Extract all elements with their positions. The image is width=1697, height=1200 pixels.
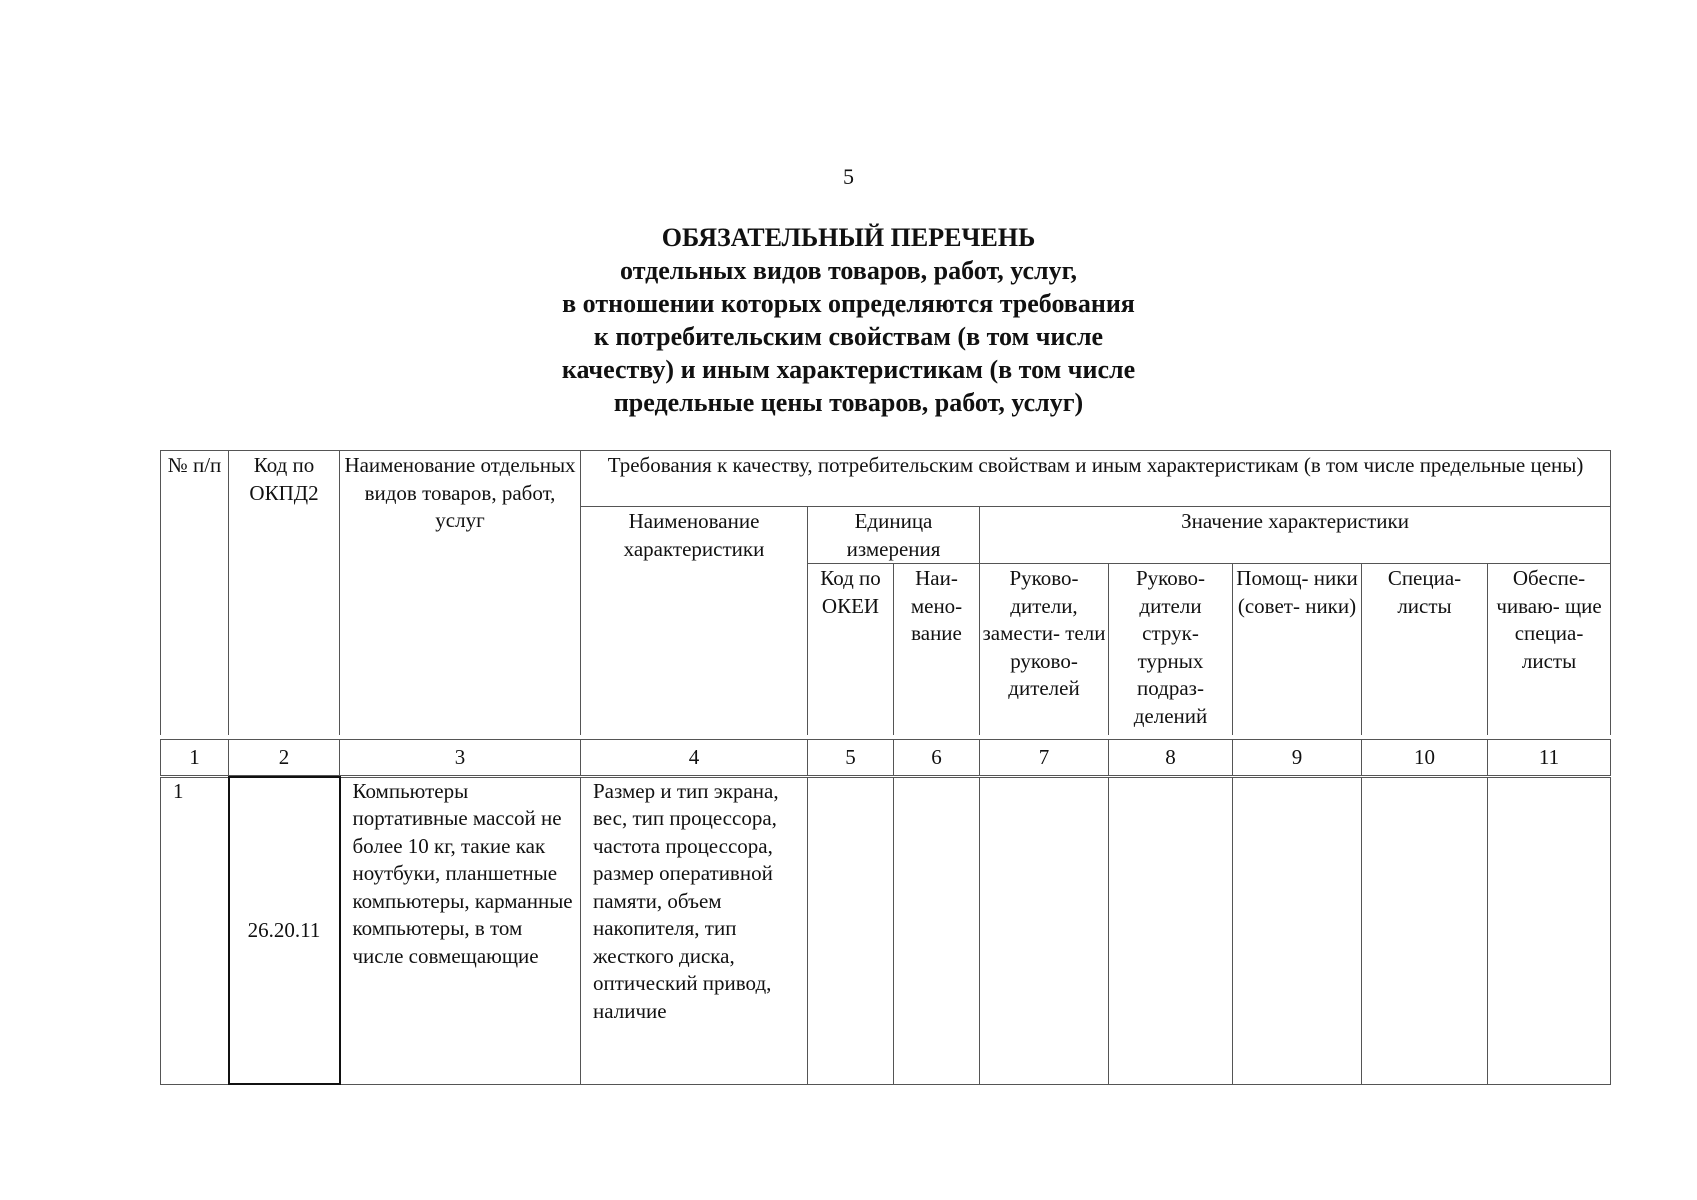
header-item-name: Наименование отдельных видов товаров, работ, услуг xyxy=(340,451,581,735)
header-dept-heads: Руково- дители струк- турных подраз- делений xyxy=(1109,564,1233,735)
unit-code-cell xyxy=(808,777,894,1084)
column-number-row xyxy=(160,739,1611,776)
header-okpd-code: Код по ОКПД2 xyxy=(229,451,340,735)
table-header xyxy=(160,450,1611,735)
header-requirements: Требования к качеству, потребительским свойствам и иным характеристикам (в том числе предельные цены) xyxy=(581,451,1611,507)
title-line: предельные цены товаров, работ, услуг) xyxy=(613,388,1084,417)
header-assistants: Помощ- ники (совет- ники) xyxy=(1233,564,1362,735)
column-number: 3 xyxy=(340,740,581,776)
column-number: 4 xyxy=(581,740,808,776)
header-support-specialists: Обеспе- чиваю- щие специа- листы xyxy=(1488,564,1611,735)
title-line: качеству) и иным характеристикам (в том числе xyxy=(561,355,1136,384)
header-characteristic-name: Наименование характеристики xyxy=(581,507,808,735)
column-number: 9 xyxy=(1233,740,1362,776)
column-number: 8 xyxy=(1109,740,1233,776)
header-unit-name: Наи- мено- вание xyxy=(894,564,980,735)
value-support-cell xyxy=(1488,777,1611,1084)
header-unit: Единица измерения xyxy=(808,507,980,564)
header-num: № п/п xyxy=(161,451,229,735)
okpd-code-cell: 26.20.11 xyxy=(229,777,340,1084)
header-specialists: Специа- листы xyxy=(1362,564,1488,735)
column-number: 2 xyxy=(229,740,340,776)
column-number: 1 xyxy=(161,740,229,776)
value-specialists-cell xyxy=(1362,777,1488,1084)
value-assistants-cell xyxy=(1233,777,1362,1084)
page-number: 5 xyxy=(843,164,854,189)
value-leaders-cell xyxy=(980,777,1109,1084)
header-leaders: Руково- дители, замести- тели руково- дителей xyxy=(980,564,1109,735)
row-number: 1 xyxy=(161,777,229,1084)
unit-name-cell xyxy=(894,777,980,1084)
header-value: Значение характеристики xyxy=(980,507,1611,564)
column-number: 7 xyxy=(980,740,1109,776)
title-line: в отношении которых определяются требования xyxy=(562,289,1135,318)
value-dept-heads-cell xyxy=(1109,777,1233,1084)
table-row xyxy=(161,777,1611,1084)
table-body xyxy=(160,776,1611,1085)
item-name-cell: Компьютеры портативные массой не более 10 кг, такие как ноутбуки, планшетные компьютеры, карманные компьютеры, в том числе совмещающие xyxy=(340,777,581,1084)
header-unit-code: Код по ОКЕИ xyxy=(808,564,894,735)
characteristic-cell: Размер и тип экрана, вес, тип процессора, частота процессора, размер оперативной памяти, объем накопителя, тип жесткого диска, оптический привод, наличие xyxy=(581,777,808,1084)
column-number: 11 xyxy=(1488,740,1611,776)
column-number: 5 xyxy=(808,740,894,776)
title-line: к потребительским свойствам (в том числе xyxy=(593,322,1104,351)
column-number: 6 xyxy=(894,740,980,776)
document-title xyxy=(0,221,1697,419)
column-number: 10 xyxy=(1362,740,1488,776)
title-line: отдельных видов товаров, работ, услуг, xyxy=(620,256,1077,285)
title-line: ОБЯЗАТЕЛЬНЫЙ ПЕРЕЧЕНЬ xyxy=(661,223,1036,252)
